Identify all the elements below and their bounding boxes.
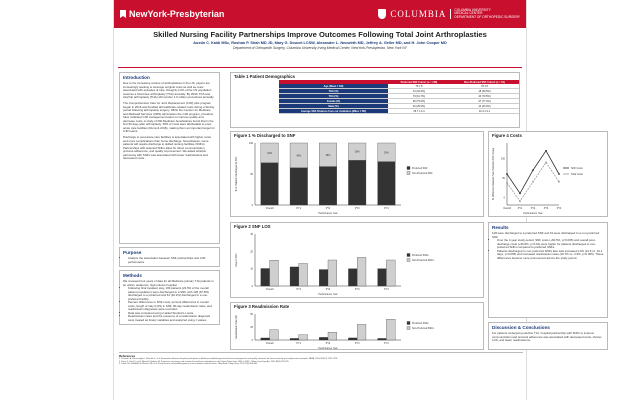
data-point [519, 192, 521, 194]
bar [299, 263, 308, 286]
y-tick-label: 25 [250, 326, 253, 329]
x-tick-label: PY3 [543, 207, 549, 210]
discussion-text: For patients undergoing elective TJA, hospital partnership with SNFs to improve communication and protocol adherence was associated with decreased costs, shorter LOS, and fewer readmissions. [492, 331, 602, 342]
columbia-sub-3: DEPARTMENT OF ORTHOPEDIC SURGERY [454, 14, 520, 19]
y-tick-label: 100 [249, 142, 253, 145]
row-label: Female (%) [279, 99, 388, 104]
x-tick-label: PY1 [296, 288, 302, 291]
bar [270, 330, 279, 340]
row-label: THA (%) [279, 89, 388, 94]
bar [328, 332, 337, 340]
series-line [507, 151, 559, 194]
x-tick-label: PY2 [530, 207, 536, 210]
y-axis-label: Days in SNF [235, 253, 238, 267]
nyp-logo [120, 9, 224, 19]
bar-label: 62% [325, 184, 331, 188]
x-tick-label: PY2 [325, 207, 331, 210]
table-cell: 76 ± 8 [388, 84, 450, 89]
bar [348, 269, 357, 286]
data-point [532, 181, 534, 183]
legend-label: Preferred SNFs [412, 254, 429, 257]
bar-label: 30% [384, 151, 389, 155]
legend-swatch [407, 327, 410, 330]
figure2-title: Figure 2 SNF LOS [234, 224, 271, 229]
bar-label: 68% [267, 182, 272, 186]
legend-swatch [407, 259, 410, 262]
row-label: TKA (%) [279, 94, 388, 99]
y-tick-label: 0 [251, 339, 253, 342]
discussion-heading: Discussion & Conclusions [492, 325, 550, 330]
reference-item: 3. Jubelt LE, Goldfeld KS, Blecker SB, et al. Early lessons on bundled payment at an academic medical center. J Am Acad Orthop Surg. 2017;25(9):654-663. [119, 363, 258, 366]
y-tick-label: 0 [251, 204, 253, 207]
x-tick-label: Overall [265, 342, 274, 345]
methods-heading: Methods [123, 273, 142, 278]
results-intro: 128 were discharged to a preferred SNF and 61 were discharged to a non-preferred SNF. [492, 231, 600, 239]
poster-title: Skilled Nursing Facility Partnerships Improve Outcomes Following Total Joint Arthroplasties [153, 30, 487, 39]
bar [290, 267, 299, 286]
purpose-item: • Analyze the association between SNF partnerships and CJR performance [128, 257, 216, 264]
bar-label: 40% [296, 154, 302, 158]
nyp-logo-text: NewYork-Presbyterian [129, 9, 225, 19]
nyp-flag-icon [120, 10, 126, 18]
legend-swatch [407, 322, 410, 325]
figure1-chart [231, 139, 483, 215]
intro-paragraph: Due to the increasing volume of arthroplasties in the US, payers are increasingly seeking to leverage surgical costs as well as costs associated with episodes of care. Roughly 0.2% of the US population receives a total knee arthroplasty (TKA) annually. By 2030, TKA and total hip arthroplasty (THA) will number 1.6 million procedures annually. [123, 81, 215, 99]
legend-label: Non-Preferred SNF [412, 172, 433, 175]
bar-label: 70% [384, 182, 389, 186]
bar [378, 269, 387, 286]
left-column [119, 72, 220, 325]
references-heading: References [119, 354, 136, 358]
results-item: • Over the 4-year study period, SNF costs (+60.5%, p<0.005) and overall post-discharge costs (+36.8%, p<0.01) were higher for patients discharged to non-preferred SNFs compared to preferred SNFs. [497, 239, 604, 250]
table-cell: 43 (70.5%) [450, 94, 519, 99]
bar [299, 335, 308, 340]
table-cell: 96 (75.0%) [388, 99, 450, 104]
bar [378, 338, 387, 340]
x-tick-label: Overall [265, 288, 274, 291]
figure1 [230, 131, 484, 217]
y-tick-label: 50 [250, 313, 253, 316]
legend-label: Preferred SNF [412, 167, 428, 170]
y-tick-label: 20 [250, 250, 253, 254]
table-cell: 18 (29.5%) [450, 89, 519, 94]
legend-label: Preferred SNFs [412, 322, 429, 325]
bar [348, 338, 357, 340]
data-point [558, 181, 560, 183]
methods-item: • Data was compared using 2-tailed Student's t-tests. [128, 312, 216, 316]
y-tick-label: 50 [250, 173, 253, 176]
bar [261, 338, 270, 340]
table-header: Non-Preferred SNF Cohort (n = 61) [450, 80, 519, 84]
intro-paragraph: Discharge to post-acute care facilities is associated with higher costs and more complications than home discharge. Nevertheless, some patients will require discharge to skilled nursing facilities (SNFs). Partnerships with selected SNFs allow for direct communication, protocol adherence, and quality improvement. We asked whether partnering with SNFs was associated with fewer readmissions and decreased costs. [123, 135, 211, 160]
y-tick-label: 100 [501, 157, 505, 161]
data-point [506, 173, 508, 175]
bar [386, 319, 395, 340]
legend-label: SNF Costs [571, 167, 583, 170]
discussion-section [488, 322, 608, 350]
y-axis-label: % Difference Between Non-Preferred SNF Group [492, 147, 495, 201]
table-cell: 44 (34.4%) [388, 89, 450, 94]
columbia-subtitle [450, 9, 520, 20]
bar [386, 260, 395, 286]
y-tick-label: 50 [502, 176, 505, 180]
reference-item: 1. Dummit LA, Kahvecioglu D, Marrufo G, et al. Association between hospital participation in Medicare bundled payment initiatives and payments and quality outcomes for lower extremity joint replacement episodes. JAMA. 2016;316(12):1267-1278. [119, 358, 338, 360]
row-label: Male (%) [279, 104, 388, 109]
demographics-table [279, 80, 519, 114]
banner [114, 0, 526, 28]
table-cell: 78 ± 8 [450, 84, 519, 89]
bar [357, 324, 366, 340]
y-axis-label: % of Patients Discharged to SNF [235, 156, 238, 192]
x-tick-label: PY2 [325, 342, 331, 345]
legend-label: Non-Preferred SNFs [412, 327, 434, 330]
x-tick-label: PY4 [556, 207, 562, 210]
poster [113, 0, 604, 400]
methods-section [119, 270, 220, 325]
legend-swatch [407, 167, 410, 170]
authors: Austin C. Kaidi MSc, Roshan P. Shah MD JD, Mary G. Doucet LCSW, Alexander L. Neuwirth MD, Jeffrey A. Geller MD, and H. John Cooper MD [193, 41, 447, 45]
y-tick-label: 0 [503, 196, 505, 200]
table-cell: 14 (23.0%) [450, 104, 519, 109]
bar-label: 60% [296, 185, 302, 189]
purpose-section [119, 247, 220, 267]
y-tick-label: 0 [251, 285, 253, 288]
methods-intro: We reviewed four years of data for all Medicare primary TJA patients in an urban, academic, high-volume hospital. [123, 279, 214, 287]
x-axis-label: Performance Year [318, 293, 338, 296]
bar-label: 72% [354, 181, 360, 185]
title-block [114, 30, 526, 50]
table-cell: 10.4 ± 4.1 [450, 109, 519, 114]
x-tick-label: Overall [265, 207, 274, 210]
columbia-crown-icon [378, 9, 386, 19]
columbia-sub-2: MEDICAL CENTER [454, 11, 483, 16]
data-point [558, 173, 560, 175]
columbia-logo [378, 9, 520, 20]
bar [290, 338, 299, 340]
x-axis-label: Performance Year [318, 347, 338, 350]
data-point [545, 150, 547, 152]
x-tick-label: PY1 [296, 342, 302, 345]
x-tick-label: PY3 [354, 207, 360, 210]
figure3 [230, 302, 484, 350]
intro-paragraph: The Comprehensive Care for Joint Replacement (CJR) pilot program began in 2016 and bundled all healthcare-related costs during a 90-day period following arthroplasty surgery. While the Centers for Medicare and Medicaid Services (CMS) administers the CJR program, providers have instituted CJR management teams to improve quality and decrease costs. A study of 290 Medicare beneficiaries found that in the first 90 days after arthroplasty, 36% of costs were attributable to post-acute care facilities (Dummit 2016), making them an important target for CJR teams. [123, 101, 215, 133]
x-tick-label: PY4 [384, 207, 389, 210]
x-tick-label: PY1 [517, 207, 523, 210]
legend-label: Non-Preferred SNFs [412, 259, 434, 262]
row-label: Average SNF Distance from our institution (Miles ± SD) [279, 109, 388, 114]
introduction-section [119, 72, 220, 244]
data-point [532, 169, 534, 171]
x-tick-label: PY4 [384, 342, 389, 345]
x-tick-label: PY3 [354, 342, 360, 345]
figure4 [488, 131, 608, 217]
table-cell: 79 (61.7%) [388, 94, 450, 99]
x-axis-label: Performance Year [318, 212, 338, 215]
bar [319, 270, 328, 286]
row-label: Age (Mean ± SD) [279, 84, 388, 89]
table-row [279, 109, 519, 114]
figure4-chart [489, 139, 607, 215]
figure2 [230, 222, 484, 298]
table-cell: 32 (25.0%) [388, 104, 450, 109]
methods-item: • Percent differences in SNF costs, percent differences in overall costs, length of stay (LOS) in SNF, 90-day readmission rates, and readmission diagnoses were recorded. [128, 301, 216, 312]
y-tick-label: 10 [250, 267, 253, 271]
figure3-chart [231, 310, 483, 350]
legend-swatch [407, 254, 410, 257]
figure1-title: Figure 1 % Discharged to SNF [234, 133, 296, 138]
purpose-heading: Purpose [123, 250, 142, 255]
bar-label: 28% [354, 150, 360, 154]
bar [270, 260, 279, 286]
x-tick-label: PY2 [325, 288, 331, 291]
x-tick-label: Overall [503, 207, 511, 210]
bar-label: 32% [267, 151, 272, 155]
table-header: Preferred SNF Cohort (n = 128) [388, 80, 450, 84]
reference-item: 2. Kurtz S, Ong K, Lau E, Mowat F, Halpern M. Projections of primary and revision hip and knee arthroplasty in the United States from 2005 to 2030. J Bone Joint Surg Am. 2007;89(4):780-785. [119, 360, 289, 363]
y-axis-label: Readmission Rate (%) [235, 315, 238, 339]
results-section [488, 222, 608, 318]
table1 [230, 72, 520, 128]
bar [357, 257, 366, 286]
results-item: • Patients discharged to non-preferred SNFs also saw increased LOS (14.9 vs. 10.1 days, p<0.005) and increased readmission rates (19.7% vs. 3.9%, p<0.005). These differences became more pronounced across the study period. [497, 250, 604, 261]
figure3-title: Figure 3 Readmission Rate [234, 304, 290, 309]
bar [328, 260, 337, 286]
data-point [519, 200, 521, 202]
data-point [545, 161, 547, 163]
figure4-title: Figure 4 Costs [492, 133, 522, 138]
bar [319, 337, 328, 340]
table1-title: Table 1 Patient Demographics [234, 74, 296, 79]
table-cell: 25.7 ± 4.4 [388, 109, 450, 114]
legend-label: Total Costs [571, 173, 583, 176]
bar [261, 268, 270, 286]
bar-label: 38% [325, 153, 331, 157]
legend-swatch [407, 172, 410, 175]
table-cell: 47 (77.0%) [450, 99, 519, 104]
figure2-chart [231, 230, 483, 296]
references-section [119, 352, 523, 366]
title-divider [118, 67, 522, 68]
department: Department of Orthopedic Surgery, Columbia University Irving Medical Center, NewYork-Presbyterian, New York NY [233, 46, 407, 50]
x-tick-label: PY4 [384, 288, 389, 291]
y-tick-label: 30 [250, 233, 253, 236]
methods-item: • Readmission rates and the presence of a readmission diagnosis were treated as binary variables and analyzed using z values. [128, 315, 216, 322]
x-axis-label: Performance Year [523, 212, 543, 215]
columbia-sub-1: COLUMBIA UNIVERSITY [454, 7, 491, 12]
methods-item: • Following final inpatient stay, 199 patients (22.5% of the overall patient population) were discharged to a SNF, with 128 (67.8%) discharged to a preferred and 61 (32.2%) discharged to a non-preferred facility. [128, 287, 216, 301]
x-tick-label: PY3 [354, 288, 360, 291]
results-heading: Results [492, 225, 509, 230]
data-point [506, 182, 508, 184]
introduction-heading: Introduction [123, 75, 150, 80]
x-tick-label: PY1 [296, 207, 302, 210]
columbia-logo-text: COLUMBIA [390, 9, 447, 19]
